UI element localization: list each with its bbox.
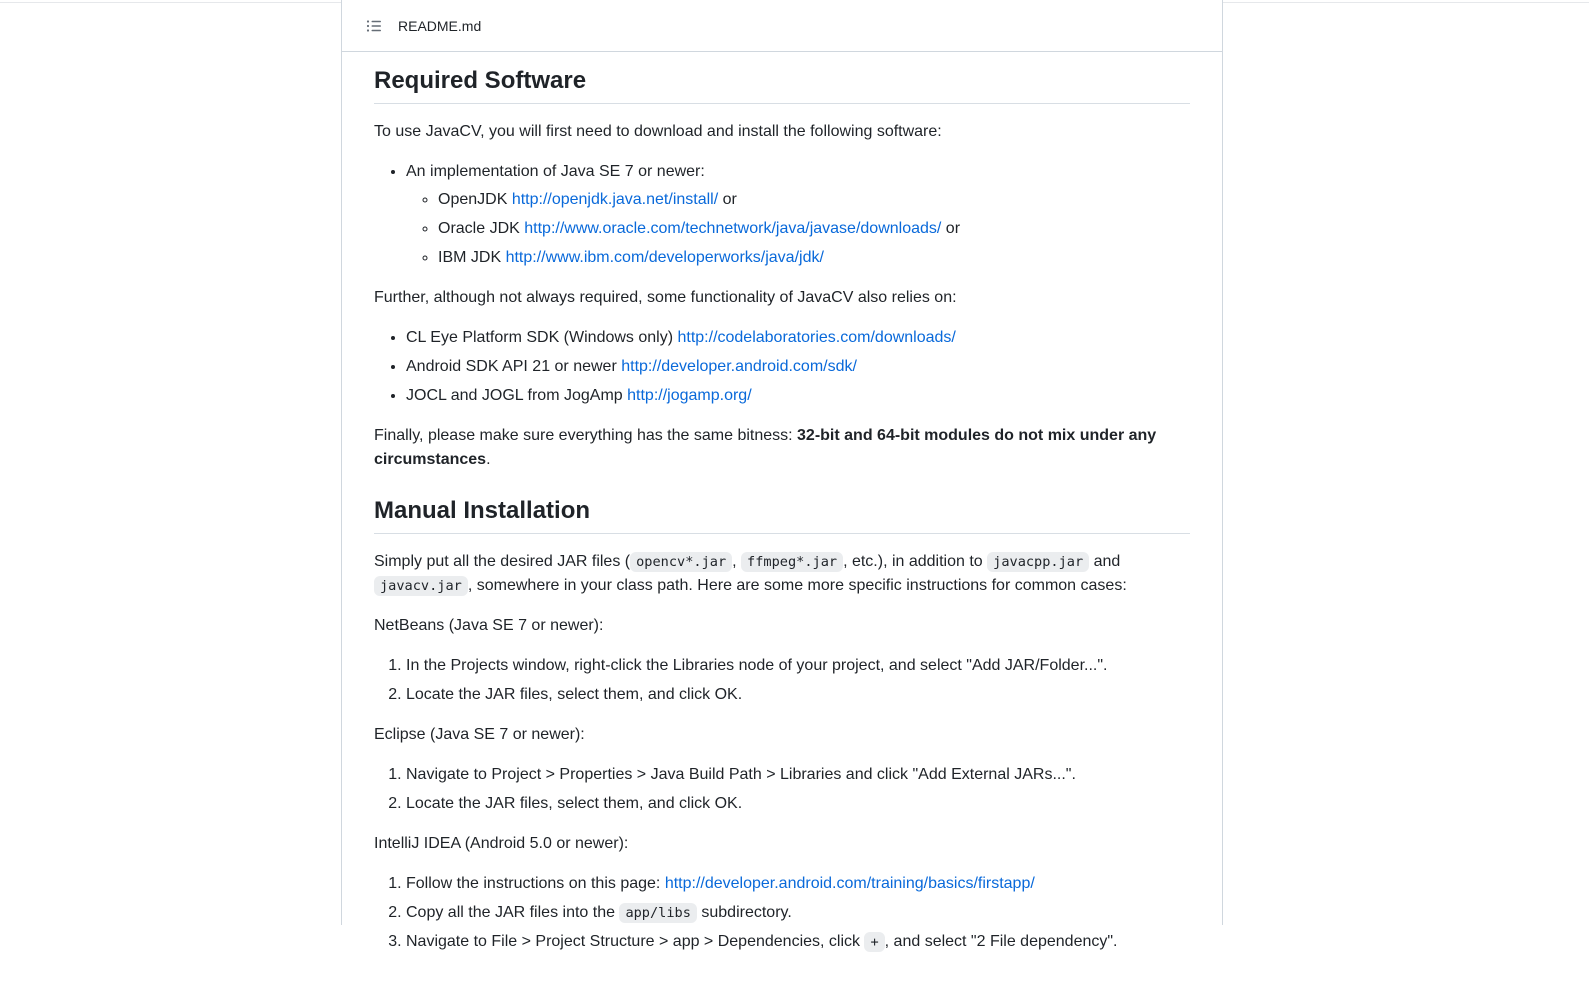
inline-code: javacv.jar: [374, 576, 468, 596]
list-item: ◦ Oracle JDK http://www.oracle.com/technetwork/java/javase/downloads/ or: [438, 217, 1190, 241]
file-header: [342, 0, 1222, 52]
inline-code: javacpp.jar: [987, 552, 1089, 572]
list-item: 1. Follow the instructions on this page: http://developer.android.com/training/basics/firstapp/: [406, 872, 1190, 896]
list-item: 1. In the Projects window, right-click the Libraries node of your project, and select "Add JAR/Folder...".: [406, 654, 1190, 678]
list-item: • An implementation of Java SE 7 or newer: ◦ OpenJDK http://openjdk.java.net/install/ or ◦ Oracle JDK http://www.oracle.com/technetwork/java/javase/downloads/ or ◦ IBM JDK http://www.ibm.com/developerworks/java/jdk/: [406, 160, 1190, 270]
list-item: 2. Locate the JAR files, select them, and click OK.: [406, 792, 1190, 816]
list-item: 1. Navigate to Project > Properties > Java Build Path > Libraries and click "Add External JARs...".: [406, 763, 1190, 787]
link[interactable]: http://developer.android.com/training/basics/firstapp/: [664, 875, 1035, 892]
file-name: README.md: [398, 17, 482, 34]
paragraph: Eclipse (Java SE 7 or newer):: [374, 726, 585, 743]
section-heading: Manual Installation: [374, 496, 1190, 534]
bold-text: 32-bit and 64-bit modules do not mix under any circumstances: [374, 427, 1157, 468]
inline-code: opencv*.jar: [630, 552, 732, 572]
link[interactable]: http://www.ibm.com/developerworks/java/jdk/: [505, 249, 824, 266]
list-item: • Android SDK API 21 or newer http://developer.android.com/sdk/: [406, 355, 1190, 379]
inline-code: app/libs: [619, 903, 696, 923]
markdown-body: [342, 52, 1222, 1002]
numbered-list: [374, 872, 1190, 954]
numbered-list: [374, 763, 1190, 816]
paragraph: IntelliJ IDEA (Android 5.0 or newer):: [374, 835, 629, 852]
list-item: • CL Eye Platform SDK (Windows only) http://codelaboratories.com/downloads/: [406, 326, 1190, 350]
list-item: 2. Copy all the JAR files into the app/libs subdirectory.: [406, 901, 1190, 925]
link[interactable]: http://codelaboratories.com/downloads/: [677, 329, 956, 346]
section-heading: Required Software: [374, 66, 1190, 104]
link[interactable]: http://developer.android.com/sdk/: [621, 358, 857, 375]
paragraph: Finally, please make sure everything has the same bitness: 32-bit and 64-bit modules do not mix under any circumstances.: [374, 427, 1157, 468]
bullet-list: [374, 326, 1190, 408]
paragraph: Simply put all the desired JAR files ( opencv*.jar , ffmpeg*.jar , etc.), in addition to javacpp.jar and javacv.jar , somewhere in your class path. Here are some more specific instructions for common cases:: [374, 553, 1127, 594]
list-item: • JOCL and JOGL from JogAmp http://jogamp.org/: [406, 384, 1190, 408]
bullet-list: [406, 188, 1190, 270]
link[interactable]: http://www.oracle.com/technetwork/java/javase/downloads/: [524, 220, 942, 237]
inline-code: +: [864, 932, 884, 952]
link[interactable]: http://openjdk.java.net/install/: [511, 191, 719, 208]
list-item: 2. Locate the JAR files, select them, and click OK.: [406, 683, 1190, 707]
inline-code: ffmpeg*.jar: [741, 552, 843, 572]
list-item: ◦ IBM JDK http://www.ibm.com/developerworks/java/jdk/: [438, 246, 1190, 270]
paragraph: NetBeans (Java SE 7 or newer):: [374, 617, 604, 634]
list-item: 3. Navigate to File > Project Structure > app > Dependencies, click + , and select "2 File dependency".: [406, 930, 1190, 954]
bullet-list: [374, 160, 1190, 270]
outline-list-icon[interactable]: [360, 12, 388, 40]
list-item: ◦ OpenJDK http://openjdk.java.net/install/ or: [438, 188, 1190, 212]
paragraph: To use JavaCV, you will first need to download and install the following software:: [374, 123, 942, 140]
link[interactable]: http://jogamp.org/: [627, 387, 752, 404]
numbered-list: [374, 654, 1190, 707]
readme-file-panel: [341, 0, 1223, 950]
paragraph: Further, although not always required, some functionality of JavaCV also relies on:: [374, 289, 957, 306]
